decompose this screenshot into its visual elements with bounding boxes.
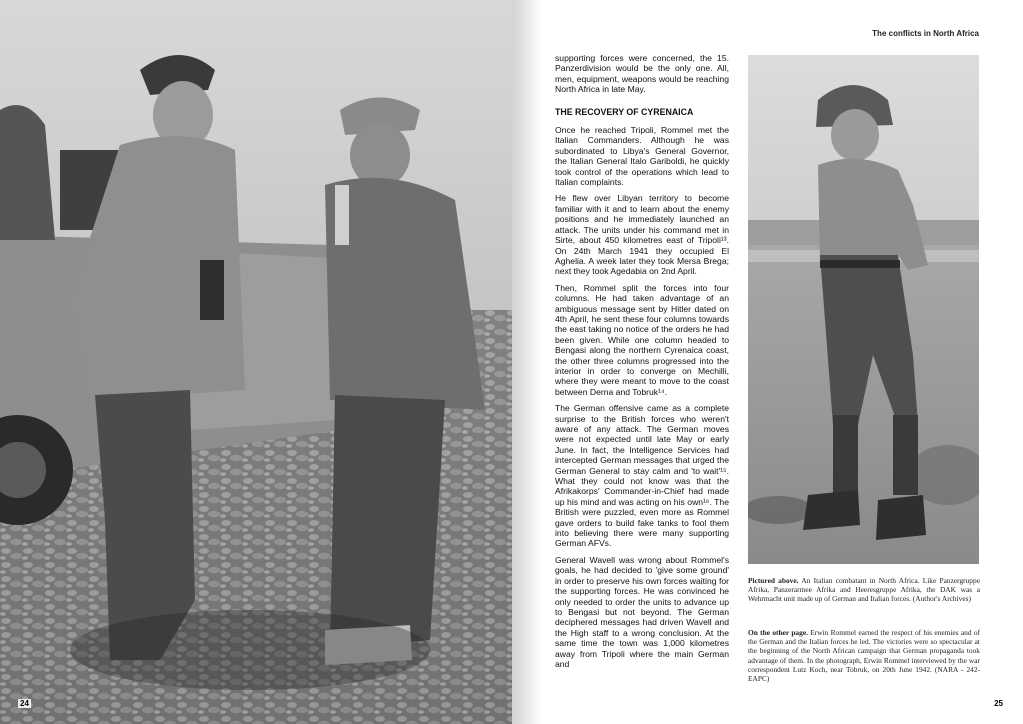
italian-soldier-photo-frame: [748, 55, 979, 564]
body-paragraph-1: Once he reached Tripoli, Rommel met the Italian Commanders. Although he was subordinated to Libya's General Governor, the Italian General Italo Gariboldi, he quickly took control of the operations which lead to Italian complaints.: [555, 125, 729, 188]
left-page-number: 24: [20, 699, 29, 708]
article-text-column: [555, 53, 729, 675]
caption-other-label: On the other page.: [748, 628, 808, 637]
caption-other-page: [748, 628, 980, 683]
body-paragraph-5: General Wavell was wrong about Rommel's goals, he had decided to 'give some ground' in order to preserve his own forces waiting for the supporting forces. He was convinced he only needed to order the units to advance up to Bengasi but not beyond. The German deciphered messages had driven Wavell and the High staff to a wrong conclusion. At the same time the town was 1,000 kilometres away from Tripoli where the main German and: [555, 554, 729, 669]
running-head: The conflicts in North Africa: [872, 29, 979, 38]
body-paragraph-3: Then, Rommel split the forces into four columns. He had taken advantage of an ambiguous message sent by Hitler dated on 4th April, he sent these four columns towards the east taking no notice of the orders he had been given. While one column headed to Bengasi along the northern Cyrenaica coast, the other three columns progressed into the interior in order to converge on Mechilli, where they were meant to move to the coast between Derna and Tobruk¹⁴.: [555, 282, 729, 397]
body-paragraph-2: He flew over Libyan territory to become familiar with it and to learn about the enemy positions and he immediately launched an attack. The units under his command met in Sirte, about 450 kilometres east of Tripoli¹³. On 24th March 1941 they occupied El Aghelia. A week later they took Mersa Brega; next they took Agedabia on 2nd April.: [555, 193, 729, 277]
right-page-number: 25: [994, 699, 1003, 708]
italian-soldier-photo: [748, 55, 979, 564]
caption-above-label: Pictured above.: [748, 576, 799, 585]
caption-pictured-above: [748, 576, 980, 604]
section-title: THE RECOVERY OF CYRENAICA: [555, 106, 694, 117]
caption-other-text: Erwin Rommel earned the respect of his enemies and of the German and the Italian forces he led. The victories were so spectacular at the beginning of the North African campaign that German propaganda took advantage of them. In the photograph, Erwin Rommel interviewed by the war correspondent Lutz Koch, near Tobruk, on 20th June 1942. (NARA - 242-EAPC): [748, 628, 980, 684]
body-paragraph-4: The German offensive came as a complete surprise to the British forces who weren't aware of any attack. The German moves were not expected until late May or early June. In fact, the Intelligence Services had intercepted German messages that urged the German General to stay calm and 'to wait'¹⁵. What they could not know was that the Afrikakorps' Commander-in-Chief had made up his mind and was acting on his own¹⁶. The British were puzzled, even more as Rommel gave orders to build fake tanks to fool them into believing there were many supporting German AFVs.: [555, 403, 729, 549]
caption-above-text: An Italian combatant in North Africa. Like Panzergruppe Afrika, Panzerarmee Afrika and Heeresgruppe Afrika, the DAK was a Wehrmacht unit made up of German and Italian forces. (Author's Archives): [748, 576, 980, 604]
intro-paragraph: supporting forces were concerned, the 15. Panzerdivision would be the only one. All, men, equipment, weapons would be reaching North Africa in late May.: [555, 53, 729, 95]
